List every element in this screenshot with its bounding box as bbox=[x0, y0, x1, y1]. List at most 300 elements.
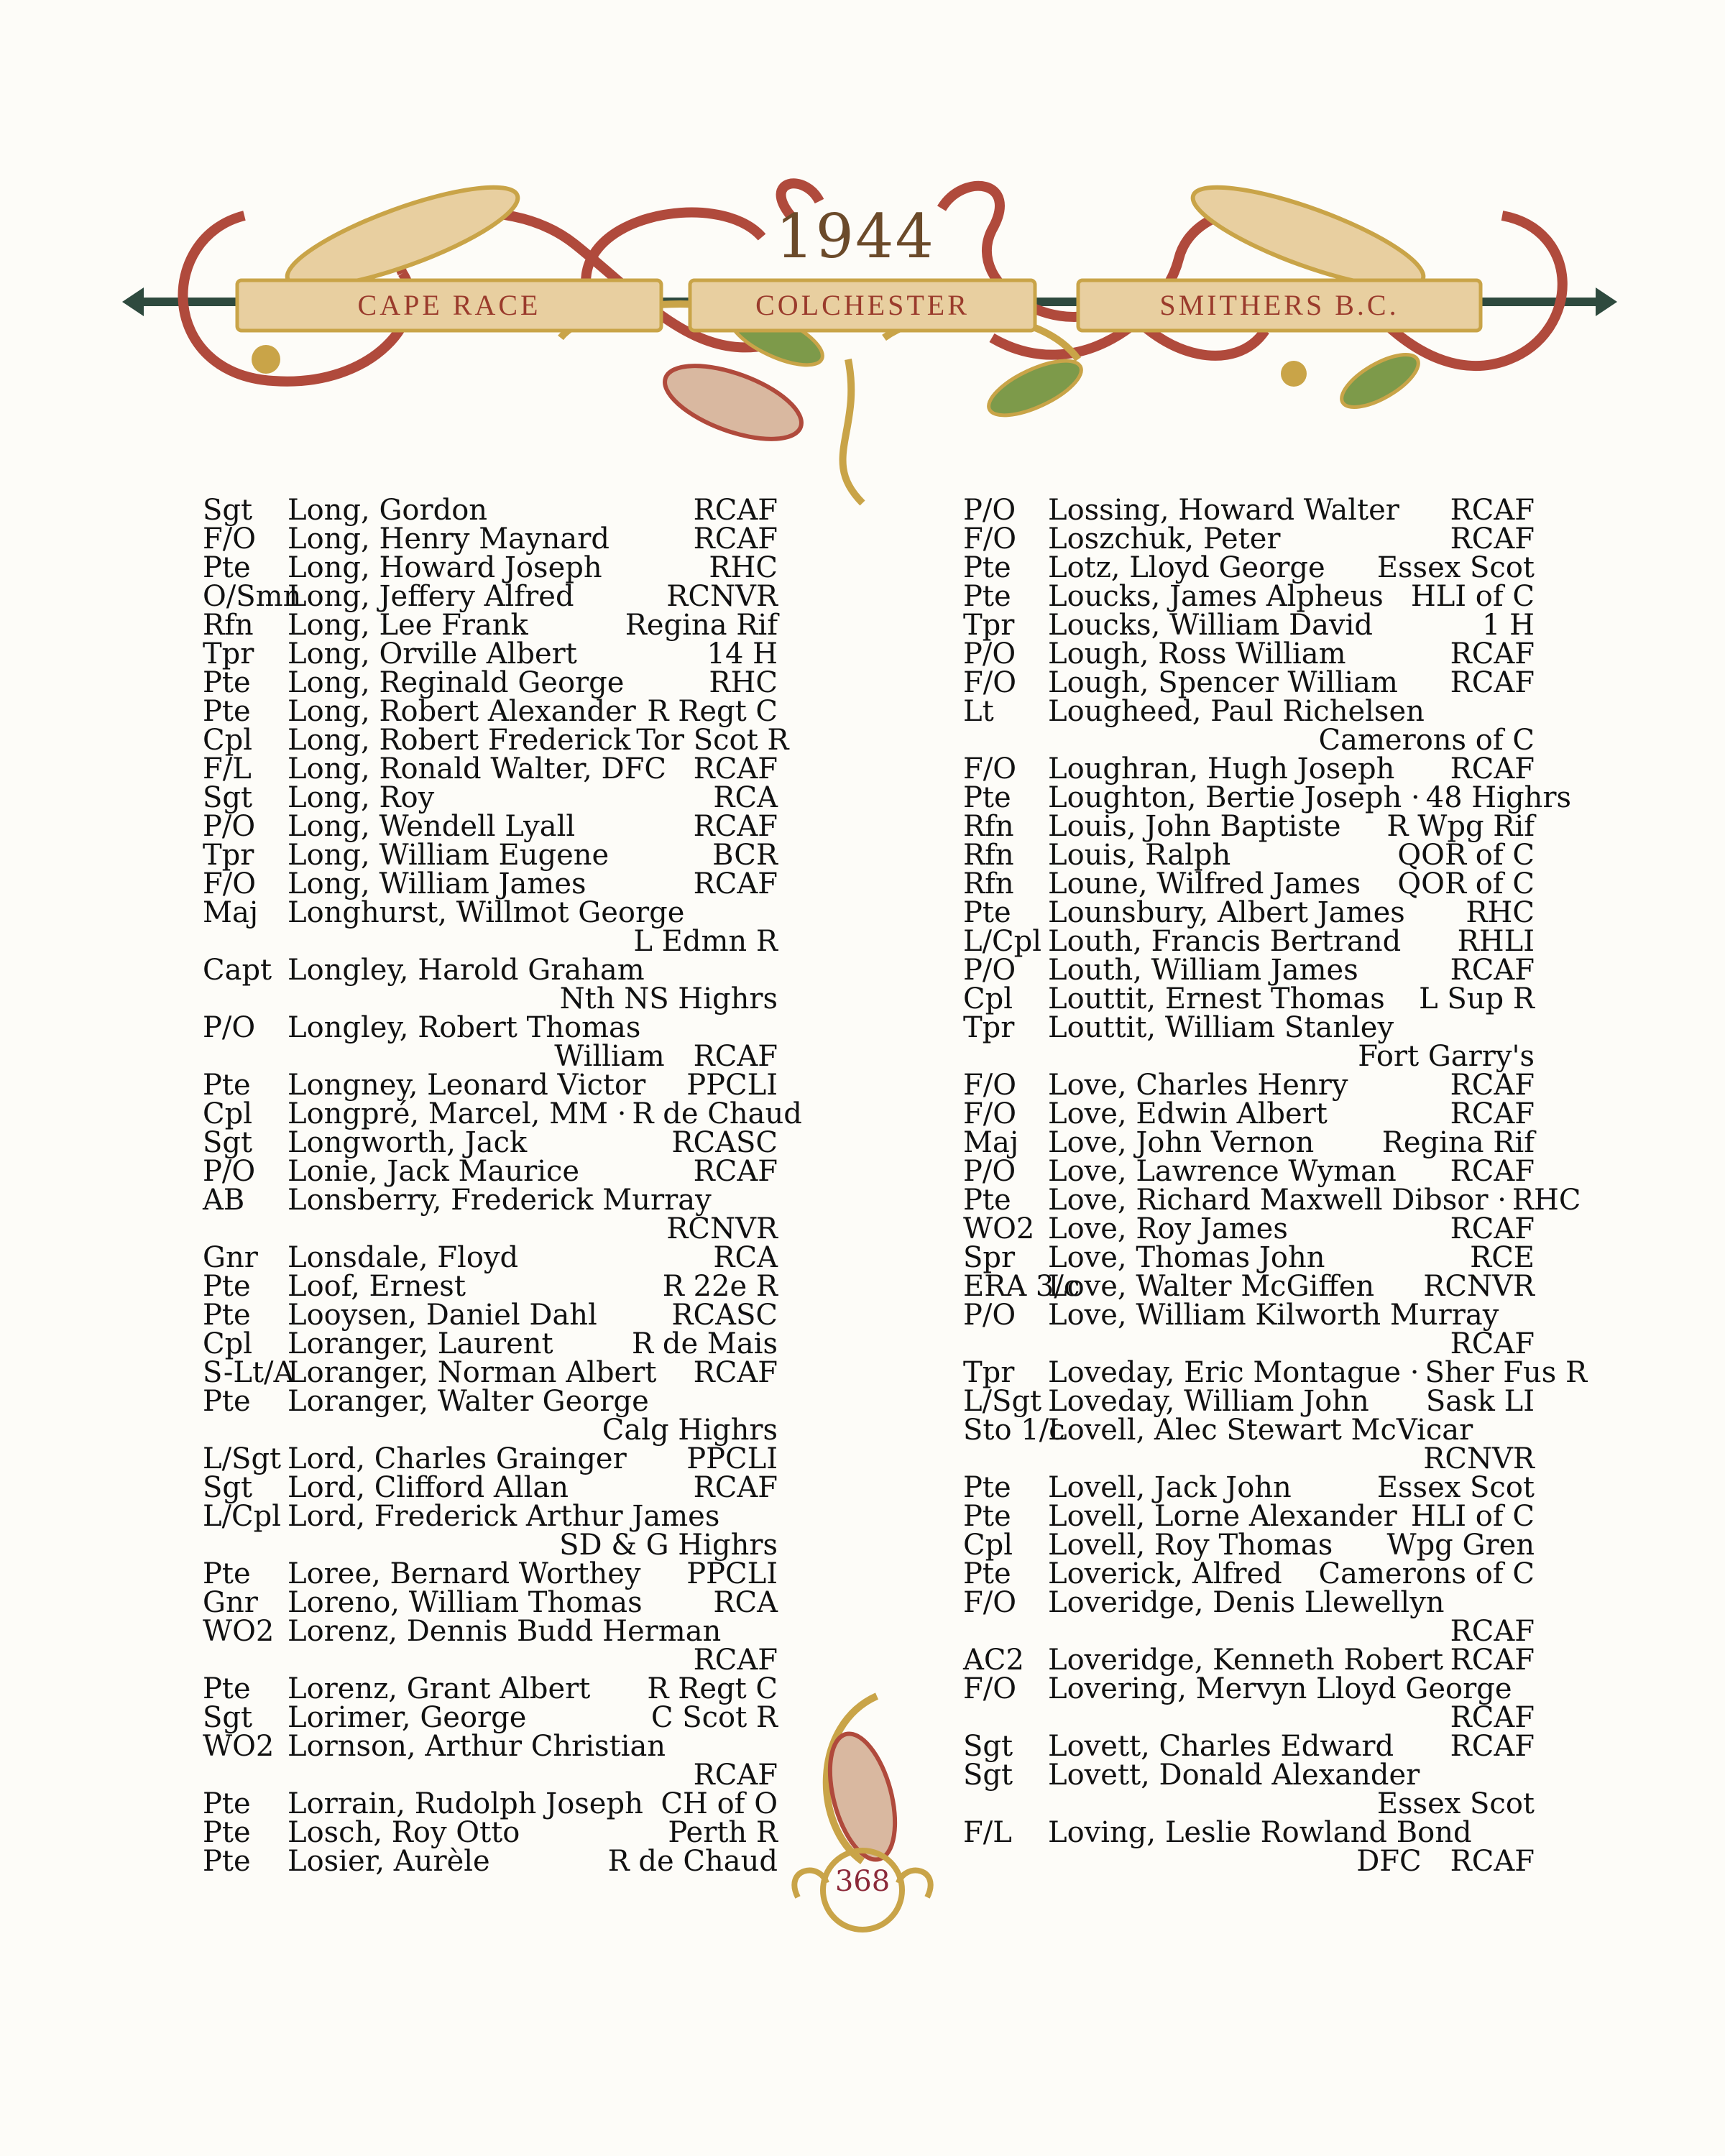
roll-entry bbox=[203, 1732, 778, 1761]
entry-name: Long, Lee Frank bbox=[288, 609, 528, 642]
entry-rank: Sgt bbox=[203, 1471, 253, 1504]
entry-rank: Pte bbox=[963, 1500, 1011, 1533]
entry-rank: ERA 3/c bbox=[963, 1270, 1080, 1303]
banner-label-2: COLCHESTER bbox=[755, 289, 970, 321]
entry-rank: F/O bbox=[963, 522, 1017, 556]
roll-entry bbox=[963, 1674, 1535, 1703]
entry-unit: RCASC bbox=[671, 1126, 778, 1159]
roll-entry bbox=[963, 1818, 1535, 1847]
entry-name: Longworth, Jack bbox=[288, 1126, 528, 1159]
entry-unit: Tor Scot R bbox=[636, 724, 789, 757]
entry-unit: RCA bbox=[713, 1586, 778, 1619]
entry-unit: RCAF bbox=[1450, 1701, 1535, 1734]
roll-entry bbox=[203, 1818, 778, 1847]
roll-entry bbox=[203, 724, 789, 757]
entry-name: Loveday, Eric Montague · bbox=[1048, 1356, 1420, 1389]
entry-name: Lotz, Lloyd George bbox=[1048, 551, 1325, 584]
right-column bbox=[963, 494, 1588, 1878]
entry-rank: P/O bbox=[203, 810, 256, 843]
entry-name: Loucks, William David bbox=[1048, 609, 1373, 642]
entry-unit: RCAF bbox=[693, 1040, 778, 1073]
entry-unit: Essex Scot bbox=[1376, 1787, 1535, 1820]
entry-rank: F/O bbox=[963, 1586, 1017, 1619]
entry-rank: F/L bbox=[963, 1816, 1012, 1849]
entry-name: Lonsdale, Floyd bbox=[288, 1241, 519, 1274]
entry-rank: P/O bbox=[963, 954, 1016, 987]
entry-rank: Tpr bbox=[203, 637, 254, 671]
entry-unit: 14 H bbox=[707, 637, 778, 671]
roll-entry bbox=[963, 1097, 1535, 1130]
entry-name: Lovett, Donald Alexander bbox=[1048, 1759, 1420, 1792]
entry-rank: P/O bbox=[203, 1011, 256, 1044]
roll-entry bbox=[203, 496, 778, 525]
roll-entry bbox=[963, 1789, 1535, 1818]
roll-entry bbox=[203, 1847, 778, 1876]
entry-unit: R de Chaud bbox=[607, 1845, 778, 1878]
roll-entry bbox=[963, 611, 1535, 640]
roll-entry bbox=[963, 1617, 1535, 1646]
entry-unit: R Wpg Rif bbox=[1386, 810, 1535, 843]
roll-entry bbox=[203, 841, 778, 870]
entry-rank: P/O bbox=[963, 637, 1016, 671]
entry-rank: P/O bbox=[203, 1155, 256, 1188]
entry-name: Love, Thomas John bbox=[1048, 1241, 1325, 1274]
entry-name: Love, Lawrence Wyman bbox=[1048, 1155, 1397, 1188]
entry-rank: Rfn bbox=[963, 810, 1014, 843]
roll-entry bbox=[203, 1644, 778, 1677]
shell-ornament bbox=[656, 351, 810, 454]
entry-name: Looysen, Daniel Dahl bbox=[288, 1299, 597, 1332]
entry-unit: RCAF bbox=[693, 867, 778, 900]
entry-rank: Pte bbox=[203, 551, 251, 584]
roll-entry bbox=[963, 1042, 1535, 1071]
entry-unit: Nth NS Highrs bbox=[559, 982, 778, 1015]
entry-unit: RCAF bbox=[1450, 1155, 1535, 1188]
roll-entry bbox=[963, 1157, 1535, 1186]
entry-rank: Maj bbox=[963, 1126, 1019, 1159]
entry-name: Long, William Eugene bbox=[288, 839, 610, 872]
roll-entry bbox=[203, 1442, 778, 1475]
entry-rank: Cpl bbox=[203, 1327, 253, 1360]
entry-rank: L/Sgt bbox=[963, 1385, 1042, 1418]
entry-unit: R Regt C bbox=[647, 695, 778, 728]
roll-entry bbox=[963, 1442, 1535, 1475]
roll-entry bbox=[203, 1789, 778, 1818]
entry-unit: RCAF bbox=[693, 522, 778, 556]
entry-name: Louttit, William Stanley bbox=[1048, 1011, 1394, 1044]
entry-unit: Sask LI bbox=[1425, 1385, 1535, 1418]
entry-name: Loucks, James Alpheus bbox=[1048, 580, 1384, 613]
entry-name: Louis, Ralph bbox=[1048, 839, 1231, 872]
entry-unit: RCAF bbox=[1450, 1615, 1535, 1648]
entry-unit: RCA bbox=[713, 781, 778, 814]
roll-entry bbox=[963, 1416, 1535, 1445]
entry-unit: RCAF bbox=[1450, 954, 1535, 987]
roll-entry bbox=[963, 898, 1535, 927]
roll-entry bbox=[203, 1128, 778, 1157]
entry-unit: HLI of C bbox=[1410, 580, 1535, 613]
entry-rank: Gnr bbox=[203, 1586, 258, 1619]
entry-unit: Regina Rif bbox=[625, 609, 778, 642]
roll-entry bbox=[203, 1301, 778, 1330]
entry-name: Lovell, Roy Thomas bbox=[1048, 1529, 1333, 1562]
roll-entry bbox=[963, 1356, 1588, 1389]
entry-unit: Essex Scot bbox=[1376, 551, 1535, 584]
entry-name: Long, Henry Maynard bbox=[288, 522, 610, 556]
entry-rank: F/O bbox=[203, 867, 257, 900]
roll-entry bbox=[963, 1327, 1535, 1360]
entry-rank: Pte bbox=[203, 1557, 251, 1590]
entry-rank: F/O bbox=[963, 666, 1017, 699]
roll-entry bbox=[203, 1097, 802, 1130]
roll-entry bbox=[203, 1243, 778, 1272]
entry-rank: Sgt bbox=[203, 781, 253, 814]
entry-rank: Tpr bbox=[963, 1356, 1015, 1389]
entry-unit: RCAF bbox=[1450, 1327, 1535, 1360]
roll-entry bbox=[203, 812, 778, 841]
entry-rank: P/O bbox=[963, 1299, 1016, 1332]
roll-entry bbox=[963, 781, 1571, 814]
roll-entry bbox=[963, 1128, 1535, 1157]
page-number: 368 bbox=[834, 1865, 891, 1898]
entry-name: Loranger, Walter George bbox=[288, 1385, 649, 1418]
entry-unit: PPCLI bbox=[686, 1557, 778, 1590]
entry-name: Lornson, Arthur Christian bbox=[288, 1730, 666, 1763]
entry-name: Louis, John Baptiste bbox=[1048, 810, 1341, 843]
roll-entry bbox=[963, 1759, 1535, 1792]
roll-entry bbox=[203, 1212, 778, 1245]
entry-unit: C Scot R bbox=[650, 1701, 778, 1734]
entry-rank: O/Smn bbox=[203, 580, 302, 613]
entry-unit: RCNVR bbox=[666, 580, 778, 613]
roll-entry bbox=[203, 522, 778, 556]
roll-entry bbox=[963, 582, 1535, 611]
entry-rank: Lt bbox=[963, 695, 994, 728]
roll-entry bbox=[203, 1617, 778, 1646]
entry-unit: RHLI bbox=[1457, 925, 1535, 958]
entry-name: Loranger, Laurent bbox=[288, 1327, 553, 1360]
entry-name: Loof, Ernest bbox=[288, 1270, 466, 1303]
entry-unit: RHC bbox=[709, 551, 778, 584]
roll-entry bbox=[963, 1301, 1535, 1330]
entry-unit: Wpg Gren bbox=[1386, 1529, 1535, 1562]
roll-entry bbox=[203, 1272, 778, 1301]
roll-entry bbox=[203, 898, 778, 927]
entry-unit: RCAF bbox=[1450, 522, 1535, 556]
roll-entry bbox=[963, 496, 1535, 525]
entry-unit: RCAF bbox=[693, 1759, 778, 1792]
entry-rank: P/O bbox=[963, 494, 1016, 527]
entry-name: Lorenz, Grant Albert bbox=[288, 1672, 591, 1705]
entry-name: Long, Ronald Walter, DFC bbox=[288, 752, 666, 786]
entry-rank: L/Sgt bbox=[203, 1442, 282, 1475]
roll-entry bbox=[203, 1759, 778, 1792]
roll-entry bbox=[203, 1531, 778, 1560]
roll-entry bbox=[963, 867, 1535, 900]
roll-entry bbox=[963, 841, 1535, 870]
roll-entry bbox=[963, 956, 1535, 985]
rod-right-tip bbox=[1596, 287, 1617, 316]
entry-unit: RCAF bbox=[693, 1356, 778, 1389]
entry-name: Love, Charles Henry bbox=[1048, 1069, 1348, 1102]
entry-rank: Pte bbox=[963, 551, 1011, 584]
entry-name: Lossing, Howard Walter bbox=[1048, 494, 1399, 527]
entry-rank: Gnr bbox=[203, 1241, 258, 1274]
entry-unit: Perth R bbox=[668, 1816, 778, 1849]
entry-unit: RHC bbox=[1466, 896, 1535, 929]
entry-name: Lovett, Charles Edward bbox=[1048, 1730, 1394, 1763]
entry-unit: Calg Highrs bbox=[602, 1414, 778, 1447]
entry-rank: Pte bbox=[203, 1069, 251, 1102]
entry-name: Louth, William James bbox=[1048, 954, 1358, 987]
entry-name: Loranger, Norman Albert bbox=[288, 1356, 657, 1389]
entry-rank: AB bbox=[203, 1184, 245, 1217]
roll-entry bbox=[203, 1013, 778, 1042]
roll-entry bbox=[963, 1184, 1581, 1217]
entry-rank: Tpr bbox=[203, 839, 254, 872]
entry-name: Lovell, Lorne Alexander bbox=[1048, 1500, 1397, 1533]
entry-unit: RCNVR bbox=[666, 1212, 778, 1245]
entry-rank: Pte bbox=[963, 896, 1011, 929]
entry-rank: AC2 bbox=[963, 1644, 1024, 1677]
entry-name: Long, William James bbox=[288, 867, 586, 900]
entry-name: Love, Walter McGiffen bbox=[1048, 1270, 1375, 1303]
entry-rank: Cpl bbox=[963, 982, 1013, 1015]
roll-entry bbox=[963, 553, 1535, 582]
entry-unit: BCR bbox=[712, 839, 778, 872]
entry-name: Long, Jeffery Alfred bbox=[288, 580, 574, 613]
entry-unit: RCAF bbox=[1450, 494, 1535, 527]
entry-rank: Pte bbox=[203, 1787, 251, 1820]
entry-name: Love, William Kilworth Murray bbox=[1048, 1299, 1499, 1332]
entry-name: Lough, Ross William bbox=[1048, 637, 1346, 671]
roll-entry bbox=[203, 697, 778, 726]
entry-unit: Regina Rif bbox=[1381, 1126, 1535, 1159]
roll-entry bbox=[963, 1847, 1535, 1876]
entry-name: Loune, Wilfred James bbox=[1048, 867, 1361, 900]
entry-rank: Pte bbox=[203, 1385, 251, 1418]
entry-unit: RCAF bbox=[693, 1155, 778, 1188]
left-column bbox=[203, 494, 802, 1878]
entry-name: Losch, Roy Otto bbox=[288, 1816, 520, 1849]
roll-entry bbox=[963, 982, 1535, 1015]
roll-entry bbox=[963, 1212, 1535, 1245]
roll-entry bbox=[203, 1358, 778, 1387]
entry-unit: RCAF bbox=[693, 810, 778, 843]
entry-name: Louttit, Ernest Thomas bbox=[1048, 982, 1385, 1015]
entry-unit: CH of O bbox=[661, 1787, 778, 1820]
entry-name: Love, Richard Maxwell Dibsor · bbox=[1048, 1184, 1506, 1217]
roll-entry bbox=[203, 1502, 778, 1531]
roll-entry bbox=[203, 1186, 778, 1215]
roll-entry bbox=[203, 1416, 778, 1445]
roll-entry bbox=[203, 752, 778, 786]
entry-unit: R de Chaud bbox=[632, 1097, 802, 1130]
entry-name: Long, Howard Joseph bbox=[288, 551, 602, 584]
entry-rank: Pte bbox=[963, 1184, 1011, 1217]
roll-entry bbox=[963, 726, 1535, 755]
entry-name: Longpré, Marcel, MM · bbox=[288, 1097, 627, 1130]
entry-rank: Capt bbox=[203, 954, 272, 987]
entry-name: Loreno, William Thomas bbox=[288, 1586, 643, 1619]
entry-name: Loveridge, Denis Llewellyn bbox=[1048, 1586, 1445, 1619]
entry-unit: RCAF bbox=[693, 752, 778, 786]
entry-name: Longhurst, Willmot George bbox=[288, 896, 685, 929]
entry-rank: Pte bbox=[203, 1270, 251, 1303]
entry-rank: WO2 bbox=[963, 1212, 1035, 1245]
entry-name: Loveday, William John bbox=[1048, 1385, 1369, 1418]
entry-rank: Sgt bbox=[963, 1730, 1013, 1763]
entry-rank: F/O bbox=[963, 1097, 1017, 1130]
entry-rank: Pte bbox=[203, 1672, 251, 1705]
entry-name: Lounsbury, Albert James bbox=[1048, 896, 1405, 929]
rod-left-tip bbox=[122, 287, 144, 316]
roll-entry bbox=[203, 668, 778, 697]
entry-unit: RCAF bbox=[1450, 637, 1535, 671]
roll-entry bbox=[963, 812, 1535, 841]
entry-rank: WO2 bbox=[203, 1615, 275, 1648]
entry-unit: 48 Highrs bbox=[1425, 781, 1571, 814]
entry-name: Loughran, Hugh Joseph bbox=[1048, 752, 1395, 786]
entry-unit: RCE bbox=[1470, 1241, 1535, 1274]
roll-entry bbox=[963, 1644, 1535, 1677]
entry-name: Lord, Clifford Allan bbox=[288, 1471, 569, 1504]
entry-rank: Tpr bbox=[963, 1011, 1015, 1044]
roll-entry bbox=[963, 927, 1535, 956]
entry-rank: F/O bbox=[203, 522, 257, 556]
entry-rank: P/O bbox=[963, 1155, 1016, 1188]
entry-rank: F/O bbox=[963, 1069, 1017, 1102]
roll-entry bbox=[963, 1531, 1535, 1560]
entry-unit: PPCLI bbox=[686, 1069, 778, 1102]
entry-name: Lord, Charles Grainger bbox=[288, 1442, 627, 1475]
entry-name: Loveridge, Kenneth Robert bbox=[1048, 1644, 1444, 1677]
entry-unit: RCAF bbox=[693, 1471, 778, 1504]
entry-rank: Rfn bbox=[963, 839, 1014, 872]
entry-name: Lougheed, Paul Richelsen bbox=[1048, 695, 1425, 728]
entry-name: Loverick, Alfred bbox=[1048, 1557, 1282, 1590]
entry-rank: WO2 bbox=[203, 1730, 275, 1763]
entry-rank: S-Lt/A bbox=[203, 1356, 295, 1389]
bottom-ornament bbox=[769, 1682, 956, 1955]
entry-rank: F/L bbox=[203, 752, 252, 786]
roll-entry bbox=[963, 697, 1535, 726]
entry-name: Lonie, Jack Maurice bbox=[288, 1155, 580, 1188]
entry-unit: Camerons of C bbox=[1318, 1557, 1535, 1590]
entry-rank: Pte bbox=[203, 1299, 251, 1332]
entry-name: Love, Roy James bbox=[1048, 1212, 1288, 1245]
roll-entry bbox=[203, 1327, 778, 1360]
entry-unit: Camerons of C bbox=[1318, 724, 1535, 757]
entry-unit: R Regt C bbox=[647, 1672, 778, 1705]
roll-entry bbox=[963, 1557, 1535, 1590]
entry-rank: L/Cpl bbox=[203, 1500, 282, 1533]
roll-entry bbox=[963, 1071, 1535, 1100]
entry-rank: Pte bbox=[963, 781, 1011, 814]
entry-name: Love, John Vernon bbox=[1048, 1126, 1315, 1159]
entry-name: Loree, Bernard Worthey bbox=[288, 1557, 641, 1590]
entry-name: Long, Roy bbox=[288, 781, 435, 814]
roll-entry bbox=[963, 1588, 1535, 1617]
year-heading: 1944 bbox=[776, 201, 935, 272]
roll-entry bbox=[963, 1387, 1535, 1416]
roll-entry bbox=[203, 927, 778, 956]
entry-unit: SD & G Highrs bbox=[559, 1529, 778, 1562]
roll-entry bbox=[203, 982, 778, 1015]
entry-unit: PPCLI bbox=[686, 1442, 778, 1475]
fleur-left bbox=[252, 345, 280, 374]
entry-unit: L Edmn R bbox=[633, 925, 778, 958]
entry-rank: Pte bbox=[203, 695, 251, 728]
entry-unit: HLI of C bbox=[1410, 1500, 1535, 1533]
entry-name: Long, Reginald George bbox=[288, 666, 625, 699]
roll-entry bbox=[963, 1013, 1535, 1042]
entry-unit: RCAF bbox=[1450, 1069, 1535, 1102]
entry-name: Long, Orville Albert bbox=[288, 637, 577, 671]
roll-entry bbox=[203, 956, 778, 985]
roll-entry bbox=[203, 1557, 778, 1590]
roll-entry bbox=[203, 1042, 778, 1071]
entry-name: Lonsberry, Frederick Murray bbox=[288, 1184, 712, 1217]
entry-rank: Spr bbox=[963, 1241, 1016, 1274]
entry-unit: Fort Garry's bbox=[1358, 1040, 1535, 1073]
entry-rank: Cpl bbox=[203, 1097, 253, 1130]
roll-entry bbox=[963, 1473, 1535, 1502]
entry-unit: RCAF bbox=[1450, 1097, 1535, 1130]
entry-rank: Cpl bbox=[203, 724, 253, 757]
entry-name: Lord, Frederick Arthur James bbox=[288, 1500, 720, 1533]
entry-name: Lorimer, George bbox=[288, 1701, 527, 1734]
entry-rank: Pte bbox=[963, 580, 1011, 613]
banner-label-1: CAPE RACE bbox=[357, 289, 541, 321]
entry-name: Lovell, Alec Stewart McVicar bbox=[1048, 1414, 1473, 1447]
entry-rank: Pte bbox=[203, 1816, 251, 1849]
entry-rank: F/O bbox=[963, 752, 1017, 786]
entry-rank: Pte bbox=[203, 666, 251, 699]
entry-unit: RCAF bbox=[1450, 1845, 1535, 1878]
entry-unit: RHC bbox=[1512, 1184, 1581, 1217]
roll-entry bbox=[203, 611, 778, 640]
entry-unit: R de Mais bbox=[632, 1327, 778, 1360]
roll-entry bbox=[963, 522, 1535, 556]
entry-unit: Sher Fus R bbox=[1425, 1356, 1588, 1389]
banner-label-3: SMITHERS B.C. bbox=[1159, 289, 1399, 321]
entry-unit: RCAF bbox=[1450, 1644, 1535, 1677]
entry-unit: RCAF bbox=[1450, 1730, 1535, 1763]
roll-entry bbox=[203, 553, 778, 582]
entry-unit: QOR of C bbox=[1397, 839, 1535, 872]
fleur-right bbox=[1281, 361, 1307, 387]
entry-unit: RCAF bbox=[693, 1644, 778, 1677]
leaf-2 bbox=[982, 350, 1089, 426]
entry-rank: Rfn bbox=[203, 609, 254, 642]
entry-rank: Sgt bbox=[203, 494, 253, 527]
roll-entry bbox=[203, 1703, 778, 1732]
entry-name: Loszchuk, Peter bbox=[1048, 522, 1281, 556]
entry-name: Long, Robert Alexander bbox=[288, 695, 636, 728]
roll-entry bbox=[963, 637, 1535, 671]
entry-unit: RCAF bbox=[1450, 666, 1535, 699]
entry-unit: RCA bbox=[713, 1241, 778, 1274]
entry-name: Longley, Robert Thomas bbox=[288, 1011, 641, 1044]
entry-rank: Cpl bbox=[963, 1529, 1013, 1562]
entry-name: Lough, Spencer William bbox=[1048, 666, 1398, 699]
leaf-3 bbox=[1334, 344, 1426, 418]
entry-name: Louth, Francis Bertrand bbox=[1048, 925, 1402, 958]
roll-entry bbox=[963, 668, 1535, 697]
roll-entry bbox=[203, 1588, 778, 1617]
entry-rank: Rfn bbox=[963, 867, 1014, 900]
